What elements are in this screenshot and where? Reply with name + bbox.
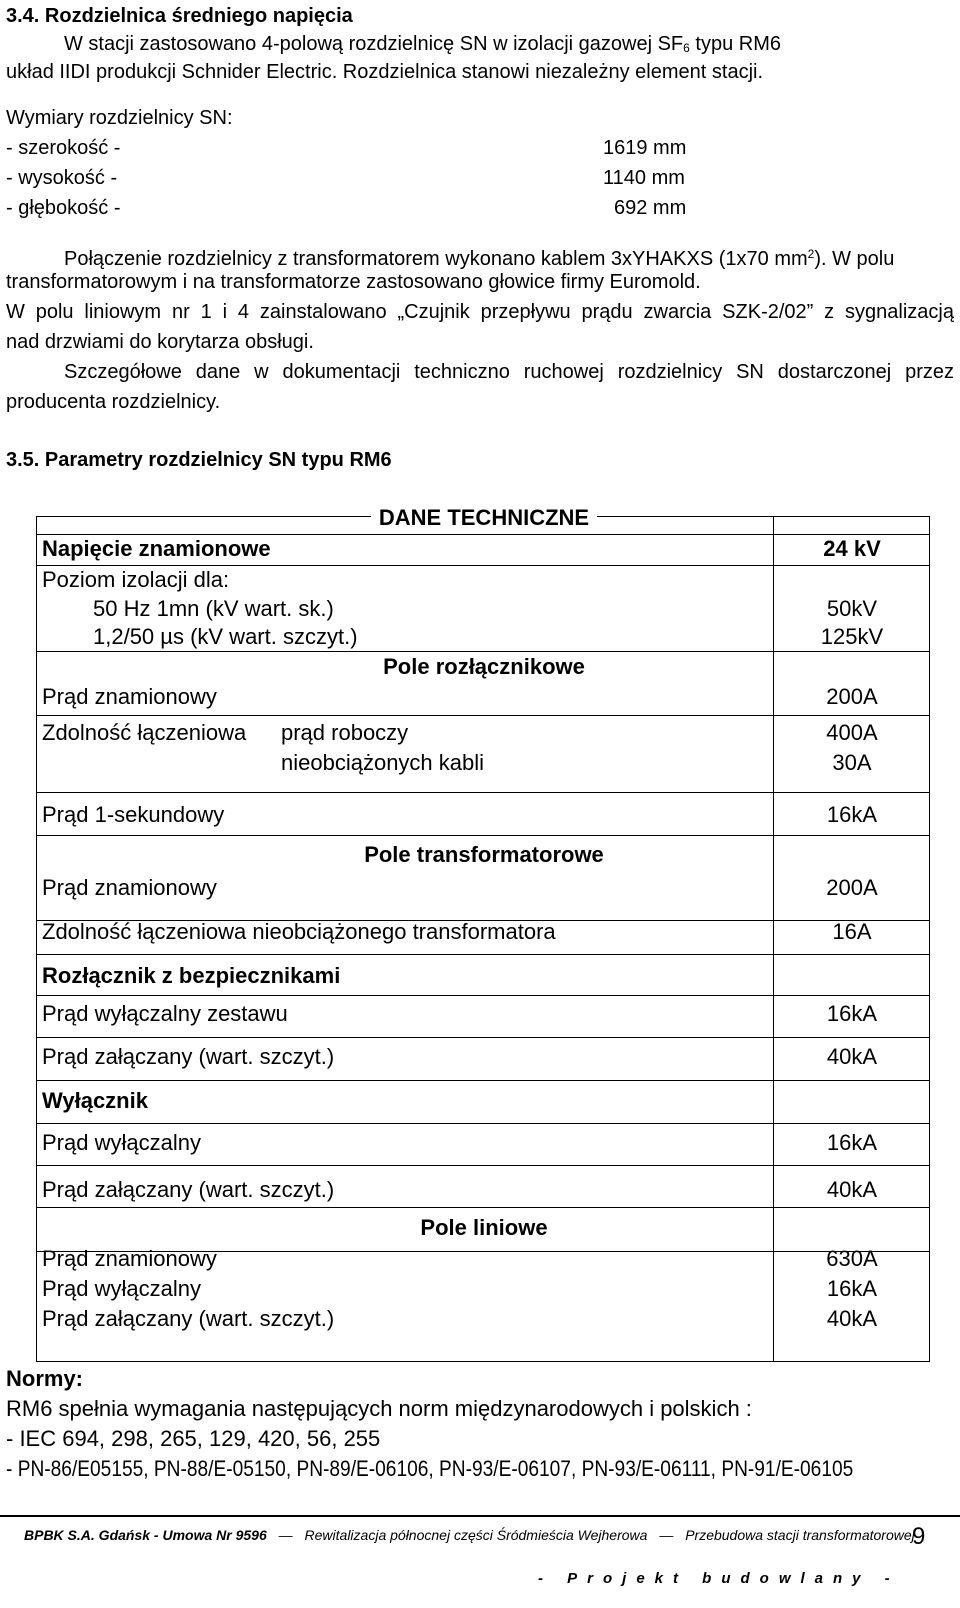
table-divider [37, 995, 929, 996]
row-label-insulation-50hz: 50 Hz 1mn (kV wart. sk.) [93, 596, 334, 621]
row-label-breaker-making: Prąd załączany (wart. szczyt.) [42, 1177, 335, 1202]
row-value-insulation-50hz: 50kV [826, 596, 878, 621]
footer-dash: — [278, 1527, 293, 1543]
row-label-breaker: Wyłącznik [42, 1088, 148, 1113]
paragraph-cable-2: transformatorowym i na transformatorze zastosowano głowice firmy Euromold. [6, 271, 701, 293]
section-transformer: Pole transformatorowe [364, 842, 604, 867]
row-label-1s-current: Prąd 1-sekundowy [42, 802, 225, 827]
intro-line [64, 32, 781, 60]
table-divider [37, 1080, 929, 1081]
row-value-breaker-making: 40kA [826, 1177, 878, 1202]
intro-text: W stacji zastosowano 4-polową rozdzielnicę SN w izolacji gazowej SF [64, 33, 684, 55]
row-value-working-current: 400A [826, 720, 878, 745]
dim-label-depth: - głębokość - [6, 197, 121, 219]
page-number: 9 [912, 1523, 926, 1550]
row-value-breaker-breaking: 16kA [826, 1130, 878, 1155]
row-value-fuse-breaking: 16kA [826, 1001, 878, 1026]
paragraph-sensor: W polu liniowym nr 1 i 4 zainstalowano „Czujnik przepływu prądu zwarcia SZK-2/02” z sygnalizacją [6, 301, 954, 323]
row-label-breaker-breaking: Prąd wyłączalny [42, 1130, 201, 1155]
norms-intro: RM6 spełnia wymagania następujących norm międzynarodowych i polskich : [6, 1396, 752, 1421]
footer-subtitle: - Projekt budowlany - [538, 1570, 900, 1587]
row-label-line-making: Prąd załączany (wart. szczyt.) [42, 1306, 335, 1331]
table-divider [37, 534, 929, 535]
row-label-switching-capacity: Zdolność łączeniowa [42, 720, 247, 745]
paragraph-docs: Szczegółowe dane w dokumentacji techniczno ruchowej rozdzielnicy SN dostarczonej przez [64, 361, 954, 383]
row-value-trafo-switching: 16A [832, 919, 872, 944]
table-divider [37, 1165, 929, 1166]
table-title [37, 505, 931, 531]
footer-line [24, 1527, 915, 1543]
row-label-unloaded-cables: nieobciążonych kabli [281, 750, 485, 775]
section-heading-params: 3.5. Parametry rozdzielnicy SN typu RM6 [6, 449, 392, 471]
table-divider [37, 1207, 929, 1208]
table-divider [37, 1037, 929, 1038]
row-value-rated-current: 200A [826, 684, 878, 709]
footer-topic: Przebudowa stacji transformatorowej [685, 1527, 915, 1543]
intro-text-end: typu RM6 [689, 33, 781, 55]
norms-pn: - PN-86/E05155, PN-88/E-05150, PN-89/E-06106, PN-93/E-06107, PN-93/E-06111, PN-91/E-06105 [6, 1456, 854, 1481]
technical-data-table [36, 505, 930, 1362]
footer-project: Rewitalizacja północnej części Śródmieścia Wejherowa [304, 1527, 648, 1543]
row-value-fuse-making: 40kA [826, 1044, 878, 1069]
row-label-trafo-rated-current: Prąd znamionowy [42, 875, 217, 900]
section-switch-disconnector: Pole rozłącznikowe [383, 654, 585, 679]
dim-value-width: 1619 mm [603, 137, 687, 159]
footer-company: BPBK S.A. Gdańsk - Umowa Nr 9596 [24, 1527, 267, 1543]
row-label-line-breaking: Prąd wyłączalny [42, 1276, 201, 1301]
table-divider [37, 792, 929, 793]
row-value-trafo-rated-current: 200A [826, 875, 878, 900]
row-label-voltage: Napięcie znamionowe [42, 536, 271, 561]
table-divider [37, 1123, 929, 1124]
row-value-1s-current: 16kA [826, 802, 878, 827]
row-value-unloaded-cables: 30A [832, 750, 872, 775]
dims-title: Wymiary rozdzielnicy SN: [6, 107, 233, 129]
row-label-fuse-breaking: Prąd wyłączalny zestawu [42, 1001, 288, 1026]
row-label-fuse-making: Prąd załączany (wart. szczyt.) [42, 1044, 335, 1069]
row-label-insulation-impulse: 1,2/50 µs (kV wart. szczyt.) [93, 624, 358, 649]
norms-title: Normy: [6, 1366, 84, 1391]
table-divider [37, 565, 929, 566]
footer-dash: — [659, 1527, 674, 1543]
cable-text-end: ). W polu [814, 248, 895, 270]
dim-label-width: - szerokość - [6, 137, 121, 159]
row-value-line-breaking: 16kA [826, 1276, 878, 1301]
table-title-text: DANE TECHNICZNE [371, 505, 597, 531]
table-divider [37, 651, 929, 652]
row-label-line-rated: Prąd znamionowy [42, 1246, 217, 1271]
table-divider [37, 835, 929, 836]
row-label-trafo-switching: Zdolność łączeniowa nieobciążonego transformatora [42, 919, 556, 944]
sf6-subscript: 6 [683, 41, 690, 55]
cable-text: Połączenie rozdzielnicy z transformatorem wykonano kablem 3xYHAKXS (1x70 mm [64, 248, 808, 270]
dim-value-depth: 692 mm [614, 197, 687, 219]
mm2-superscript: 2 [807, 247, 815, 261]
row-value-line-rated: 630A [826, 1246, 878, 1271]
norms-iec: - IEC 694, 298, 265, 129, 420, 56, 255 [6, 1426, 381, 1451]
row-label-rated-current: Prąd znamionowy [42, 684, 217, 709]
intro-line-2: układ IIDI produkcji Schnider Electric. Rozdzielnica stanowi niezależny element stacji. [6, 61, 764, 83]
row-label-fuse-switch: Rozłącznik z bezpiecznikami [42, 963, 341, 988]
table-divider [37, 715, 929, 716]
row-value-voltage: 24 kV [823, 536, 881, 561]
dim-label-height: - wysokość - [6, 167, 118, 189]
footer-rule [0, 1515, 960, 1517]
row-label-insulation: Poziom izolacji dla: [42, 567, 230, 592]
dim-value-height: 1140 mm [603, 167, 685, 189]
paragraph-docs-2: producenta rozdzielnicy. [6, 391, 221, 413]
row-value-insulation-impulse: 125kV [820, 624, 884, 649]
paragraph-sensor-2: nad drzwiami do korytarza obsługi. [6, 331, 314, 353]
section-heading: 3.4. Rozdzielnica średniego napięcia [6, 5, 353, 27]
row-value-line-making: 40kA [826, 1306, 878, 1331]
section-line-feeder: Pole liniowe [420, 1215, 548, 1240]
row-label-working-current: prąd roboczy [281, 720, 409, 745]
table-divider [37, 954, 929, 955]
paragraph-cable [64, 242, 894, 271]
